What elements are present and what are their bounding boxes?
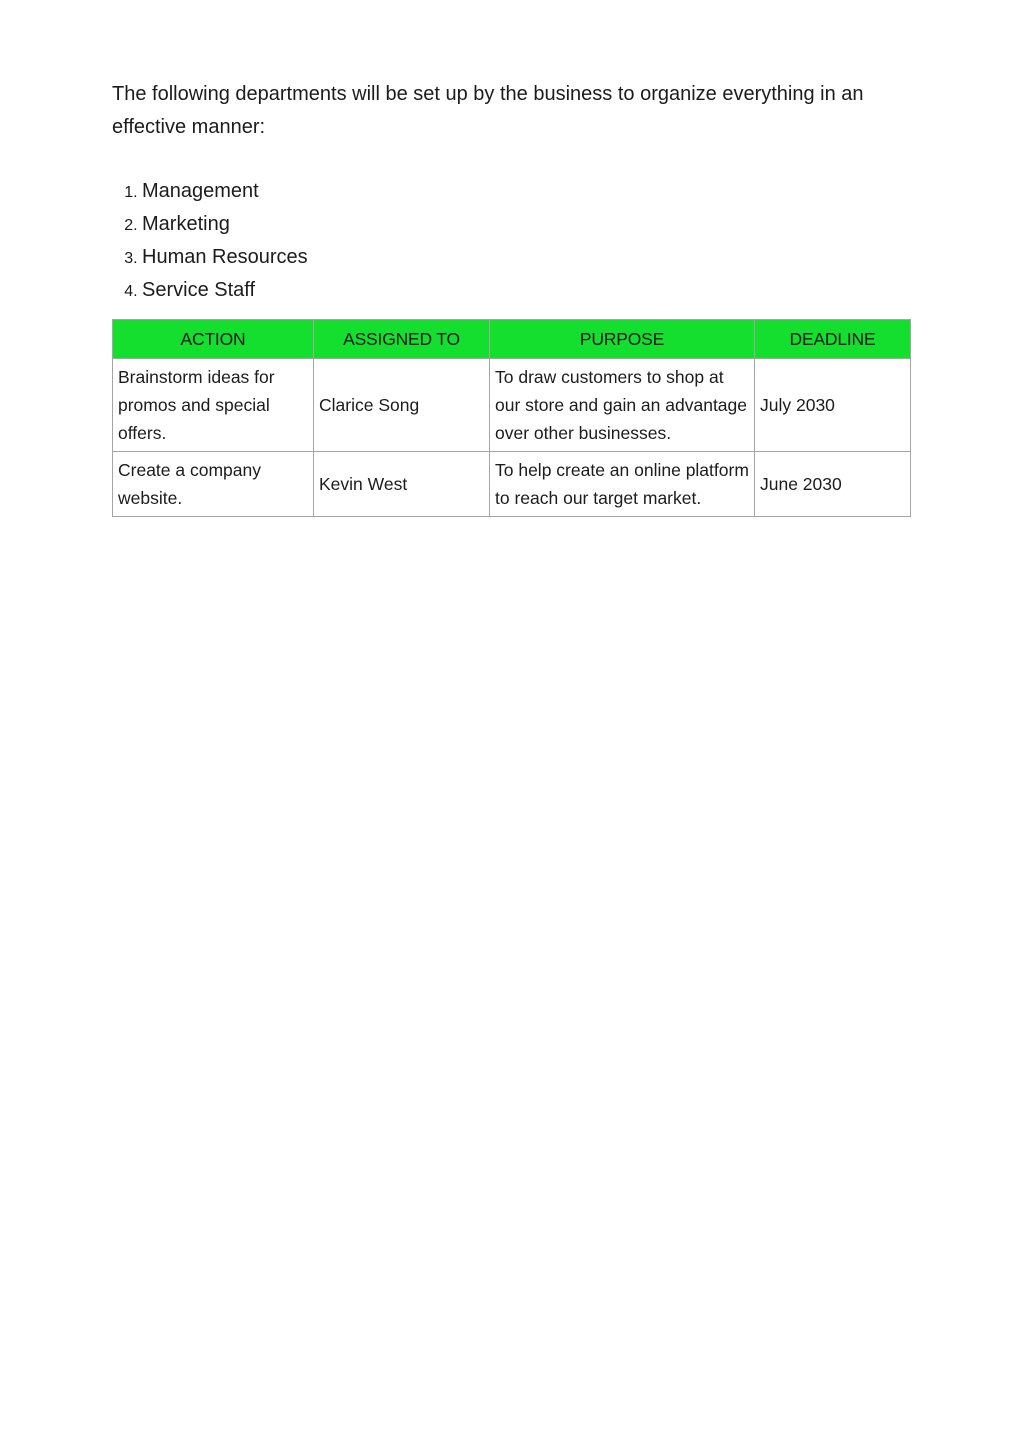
header-action: ACTION <box>113 320 314 359</box>
cell-assigned-to: Clarice Song <box>314 359 490 452</box>
intro-paragraph: The following departments will be set up by the business to organize everything in an effective manner: <box>112 83 864 138</box>
list-item: 1. Management <box>142 175 910 208</box>
cell-assigned-to: Kevin West <box>314 452 490 517</box>
table-row <box>113 359 911 452</box>
document-page <box>112 78 910 517</box>
list-item: 3. Human Resources <box>142 241 910 274</box>
list-item: 4. Service Staff <box>142 274 910 307</box>
header-deadline: DEADLINE <box>755 320 911 359</box>
cell-action: Brainstorm ideas for promos and special offers. <box>113 359 314 452</box>
departments-list <box>112 175 910 307</box>
list-item: 2. Marketing <box>142 208 910 241</box>
cell-purpose: To help create an online platform to reach our target market. <box>490 452 755 517</box>
action-plan-table <box>112 319 911 517</box>
cell-purpose: To draw customers to shop at our store and gain an advantage over other businesses. <box>490 359 755 452</box>
cell-deadline: June 2030 <box>755 452 911 517</box>
table-row <box>113 452 911 517</box>
header-purpose: PURPOSE <box>490 320 755 359</box>
table-header-row <box>113 320 911 359</box>
cell-deadline: July 2030 <box>755 359 911 452</box>
header-assigned-to: ASSIGNED TO <box>314 320 490 359</box>
cell-action: Create a company website. <box>113 452 314 517</box>
